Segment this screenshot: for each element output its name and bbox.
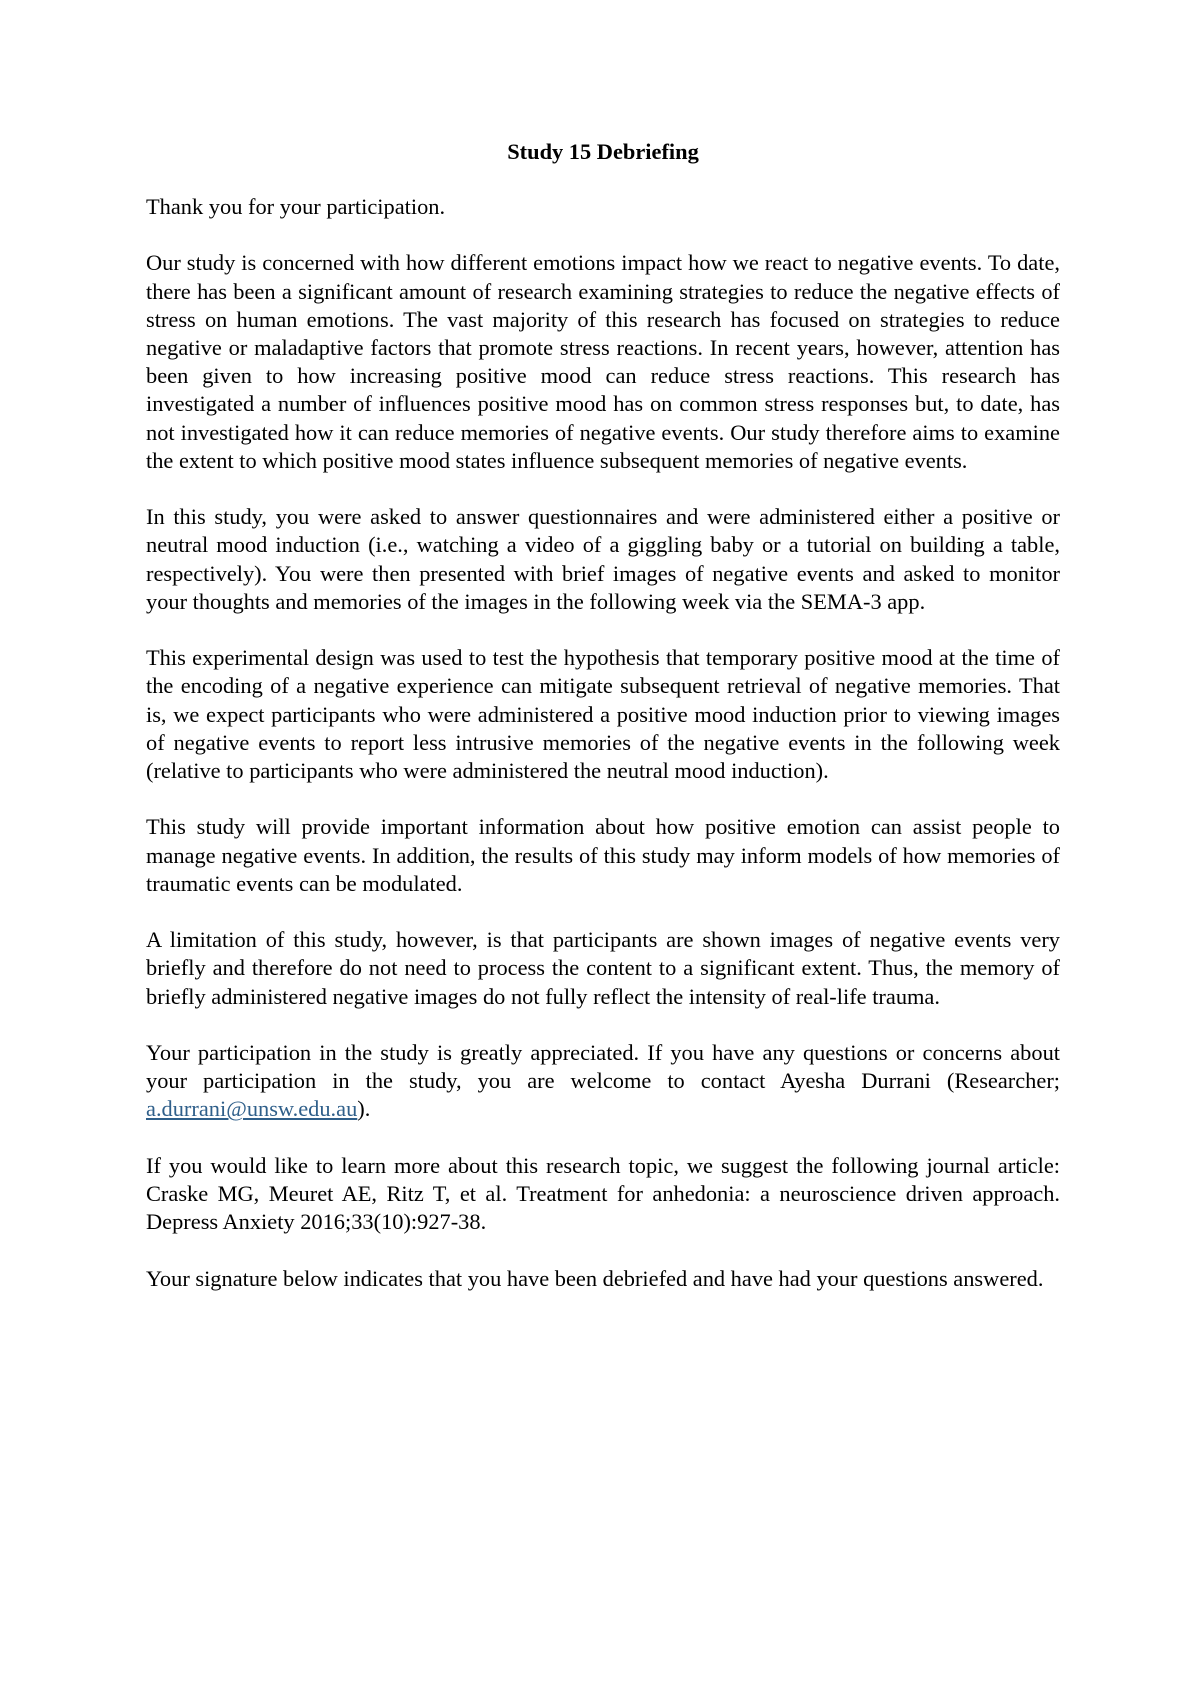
signature-paragraph: Your signature below indicates that you have been debriefed and have had your questions answered. (146, 1265, 1044, 1291)
hypothesis-paragraph: This experimental design was used to test the hypothesis that temporary positive mood at the time of the encoding of a negative experience can mitigate subsequent retrieval of negative memories. That is, we expect participants who were administered a positive mood induction prior to viewing images of negative events to report less intrusive memories of the negative events in the following week (relative to participants who were administered the neutral mood induction). (146, 645, 1060, 784)
thanks-paragraph: Thank you for your participation. (146, 194, 446, 219)
reference-paragraph: If you would like to learn more about this research topic, we suggest the following journal article: Craske MG, Meuret AE, Ritz T, et al. Treatment for anhedonia: a neuroscience driven approach. Depress Anxiety 2016;33(10):927-38. (146, 1152, 1060, 1235)
contact-paragraph (146, 1039, 1060, 1124)
study-procedure-paragraph: In this study, you were asked to answer questionnaires and were administered either a positive or neutral mood induction (i.e., watching a video of a giggling baby or a tutorial on building a table, respectively). You were then presented with brief images of negative events and asked to monitor your thoughts and memories of the images in the following week via the SEMA-3 app. (146, 504, 1060, 614)
page-title: Study 15 Debriefing (507, 139, 699, 164)
contact-text: Your participation in the study is greatly appreciated. If you have any questions or concerns about your participation in the study, you are welcome to contact Ayesha Durrani (Researcher; (146, 1040, 1060, 1094)
document-body (146, 138, 1060, 1321)
limitation-paragraph: A limitation of this study, however, is that participants are shown images of negative events very briefly and therefore do not need to process the content to a significant extent. Thus, the memory of briefly administered negative images do not fully reflect the intensity of real-life trauma. (146, 927, 1060, 1009)
contact-text-end: ). (357, 1096, 371, 1122)
importance-paragraph: This study will provide important information about how positive emotion can assist people to manage negative events. In addition, the results of this study may inform models of how memories of traumatic events can be modulated. (146, 814, 1060, 896)
researcher-email-link[interactable]: a.durrani@unsw.edu.au (146, 1096, 358, 1122)
study-purpose-paragraph: Our study is concerned with how different emotions impact how we react to negative events. To date, there has been a significant amount of research examining strategies to reduce the negative effects of stress on human emotions. The vast majority of this research has focused on strategies to reduce negative or maladaptive factors that promote stress reactions. In recent years, however, attention has been given to how increasing positive mood can reduce stress reactions. This research has investigated a number of influences positive mood has on common stress responses but, to date, has not investigated how it can reduce memories of negative events. Our study therefore aims to examine the extent to which positive mood states influence subsequent memories of negative events. (146, 250, 1060, 473)
